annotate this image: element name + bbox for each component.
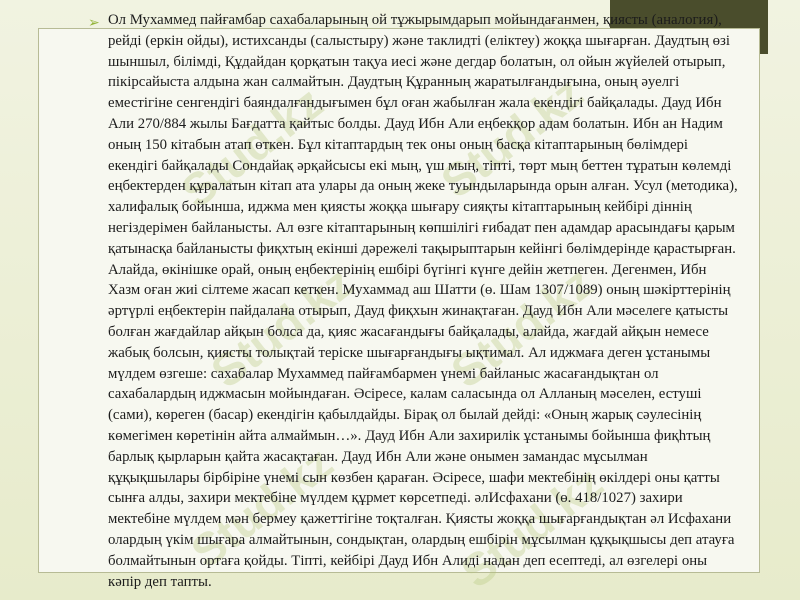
watermark: Stud.kz (201, 256, 363, 398)
watermark: Stud.kz (431, 66, 593, 208)
watermark: Stud.kz (451, 456, 613, 598)
watermark: Stud.kz (171, 76, 333, 218)
watermark: Stud.kz (441, 256, 603, 398)
bullet-icon: ➢ (88, 16, 100, 31)
body-paragraph: Ол Мухаммед пайғамбар сахабаларының ой тұжырымдарып мойындағанмен, қиясты (аналогия), рейді (еркін ойды), истихсанды (салыстыру) және таклидті (еліктеу) жоққа шығарған. Даудтың өзі шыншыл, білімді, Құдайдан қорқатын тақуа иесі және дегдар болатын, ол ойын жүйелей отырып, пікірсайыста алдына жан салмайтын. Даудтың Құранның жаратылғандығына, оның әуелгі еместігіне сенгендігі баяндалғандығымен бұл оған жабылған жала екендігі байқалады. Дауд Ибн Али 270/884 жылы Бағдатта қайтыс болды. Дауд Ибн Али еңбекқор адам болатын. Ибн ан Надим оның 150 кітабын атап өткен. Бұл кітаптардың тек оны оның басқа кітаптарының бөлімдері екендігі байқалады Сондайақ әрқайсысы екі мың, үш мың, тіпті, төрт мың беттен тұратын көлемді еңбектерден құралатын кітап ата улары да оның жеке туындыларында орын алған. Усул (методика), халифалық бойынша, иджма мен қиясты жоққа шығару сияқты кітаптарының кейбірі діннің негіздерімен байланысты. Ал өзге кітаптарының көпшілігі ғибадат пен адамдар арасындағы қарым қатынасқа байланысты фиқхтың екінші дәрежелі тақырыптарын кейінгі бөлімдерінде қарастырған. Алайда, өкінішке орай, оның еңбектерінің ешбірі бүгінгі күнге дейін жетпеген. Дегенмен, Ибн Хазм оған жиі сілтеме жасап кеткен. Мухаммад аш Шатти (ө. Шам 1307/1089) оның шәкірттерінің әртүрлі еңбектерін пайдалана отырып, Дауд фиқхын жинақтаған. Дауд Ибн Али мәселеге қатысты болған жағдайлар айқын болса да, қияс жасағандығы байқалады, алайда, жағдай айқын немесе жабық болсын, қиясты толықтай теріске шығарғандығы ықтимал. Ал иджмаға деген ұстанымы мүлдем өзгеше: сахабалар Мухаммед пайғамбармен үнемі байланыс жасағандықтан ол сахабалардың иджмасын мойындаған. Әсіресе, калам саласында ол Алланың мәселен, естуші (сами), көреген (басар) екендігін қабылдайды. Бірақ ол былай дейді: «Оның жарық сәулесінің көмегімен көретінін айта алмаймын…». Дауд Ибн Али захирилік ұстанымы бойынша фиқһтың барлық қырларын қайта жасақтаған. Дауд Ибн Али және онымен замандас мұсылман құқықшылары бірбіріне үнемі сын көзбен қараған. Әсіресе, шафи мектебінің өкілдері оны қатты сынға алды, захири мектебіне мүлдем құрмет көрсетпеді. әлИсфахани (ө. 418/1027) захири мектебіне мүлдем мән бермеу қажеттігіне тоқталған. Қиясты жоққа шығарғандықтан әл Исфахани олардың үкім шығара алмайтынын, сондықтан, олардың ешбірін мұсылман құқықшысы деп атауға болмайтынын ортаға қойды. Тіпті, кейбірі Дауд Ибн Алиді надан деп есептеді, ал өзгелері оны кәпір деп тапты. (108, 12, 738, 590)
watermark: Stud.kz (181, 436, 343, 578)
